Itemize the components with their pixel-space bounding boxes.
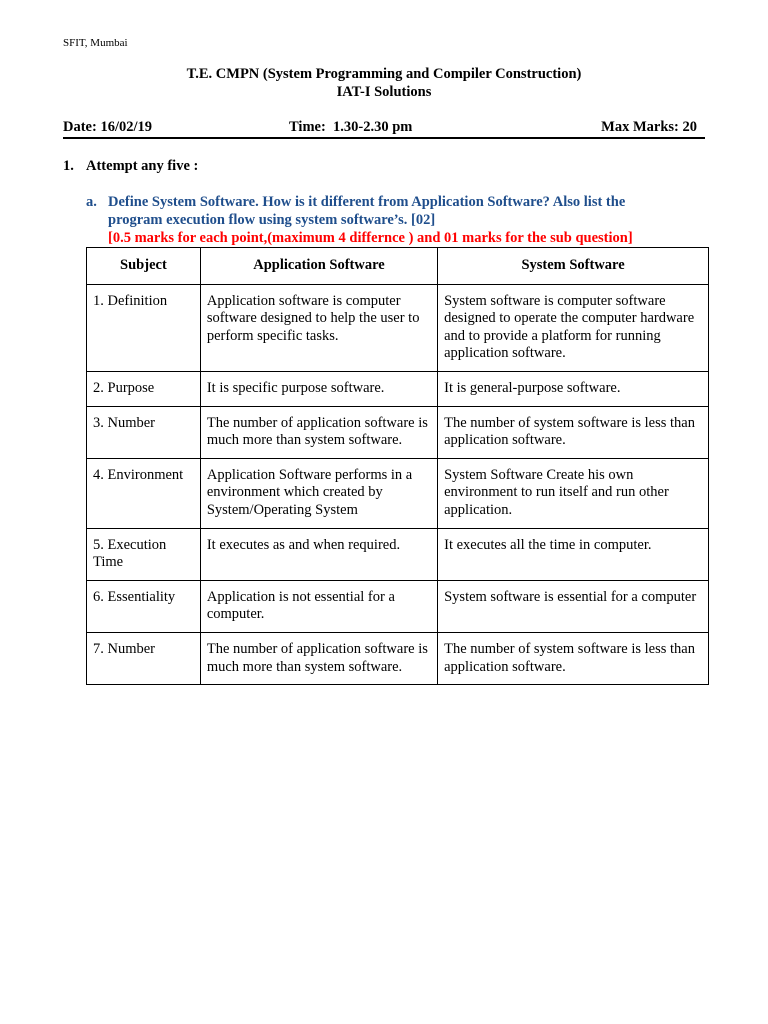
row-subject: 2. Purpose bbox=[87, 371, 201, 406]
row-application-cell: The number of application software is much more than system software. bbox=[200, 632, 437, 684]
row-application-cell: Application Software performs in a environment which created by System/Operating System bbox=[200, 458, 437, 528]
institution-header: SFIT, Mumbai bbox=[63, 37, 128, 49]
exam-date: Date: 16/02/19 bbox=[63, 119, 152, 135]
table-row bbox=[87, 632, 709, 684]
table-row bbox=[87, 528, 709, 580]
row-subject: 1. Definition bbox=[87, 284, 201, 371]
comparison-table bbox=[86, 247, 709, 685]
row-system-cell: System software is essential for a computer bbox=[438, 580, 709, 632]
question-1a-line-2: program execution flow using system software’s. [02] bbox=[108, 212, 436, 228]
row-application-cell: Application is not essential for a computer. bbox=[200, 580, 437, 632]
row-subject: 6. Essentiality bbox=[87, 580, 201, 632]
table-row bbox=[87, 458, 709, 528]
row-subject: 7. Number bbox=[87, 632, 201, 684]
header-system-software: System Software bbox=[438, 248, 709, 285]
row-application-cell: It is specific purpose software. bbox=[200, 371, 437, 406]
question-1-text: Attempt any five : bbox=[86, 158, 199, 174]
row-system-cell: It executes all the time in computer. bbox=[438, 528, 709, 580]
row-system-cell: System software is computer software designed to operate the computer hardware and to provide a platform for running application software. bbox=[438, 284, 709, 371]
question-1 bbox=[63, 158, 198, 175]
exam-max-marks: Max Marks: 20 bbox=[601, 119, 697, 135]
table-row bbox=[87, 580, 709, 632]
header-application-software: Application Software bbox=[200, 248, 437, 285]
row-subject: 3. Number bbox=[87, 406, 201, 458]
row-subject: 5. Execution Time bbox=[87, 528, 201, 580]
row-application-cell: The number of application software is much more than system software. bbox=[200, 406, 437, 458]
document-title: T.E. CMPN (System Programming and Compiler Construction) bbox=[186, 66, 582, 82]
row-system-cell: System Software Create his own environment to run itself and run other application. bbox=[438, 458, 709, 528]
document-subtitle: IAT-I Solutions bbox=[336, 84, 432, 100]
row-subject: 4. Environment bbox=[87, 458, 201, 528]
header-subject: Subject bbox=[87, 248, 201, 285]
question-1a-line-1: Define System Software. How is it different from Application Software? Also list the bbox=[108, 194, 626, 210]
exam-meta-row bbox=[63, 119, 705, 139]
marking-scheme: [0.5 marks for each point,(maximum 4 differnce ) and 01 marks for the sub question] bbox=[108, 230, 633, 246]
row-application-cell: It executes as and when required. bbox=[200, 528, 437, 580]
row-system-cell: The number of system software is less than application software. bbox=[438, 406, 709, 458]
question-1-number: 1. bbox=[63, 158, 74, 174]
table-row bbox=[87, 371, 709, 406]
row-system-cell: It is general-purpose software. bbox=[438, 371, 709, 406]
row-application-cell: Application software is computer software designed to help the user to perform specific tasks. bbox=[200, 284, 437, 371]
table-header-row bbox=[87, 248, 709, 285]
exam-time: Time: 1.30-2.30 pm bbox=[289, 119, 413, 135]
table-row bbox=[87, 406, 709, 458]
row-system-cell: The number of system software is less than application software. bbox=[438, 632, 709, 684]
question-1a-letter: a. bbox=[86, 194, 97, 210]
table-row bbox=[87, 284, 709, 371]
